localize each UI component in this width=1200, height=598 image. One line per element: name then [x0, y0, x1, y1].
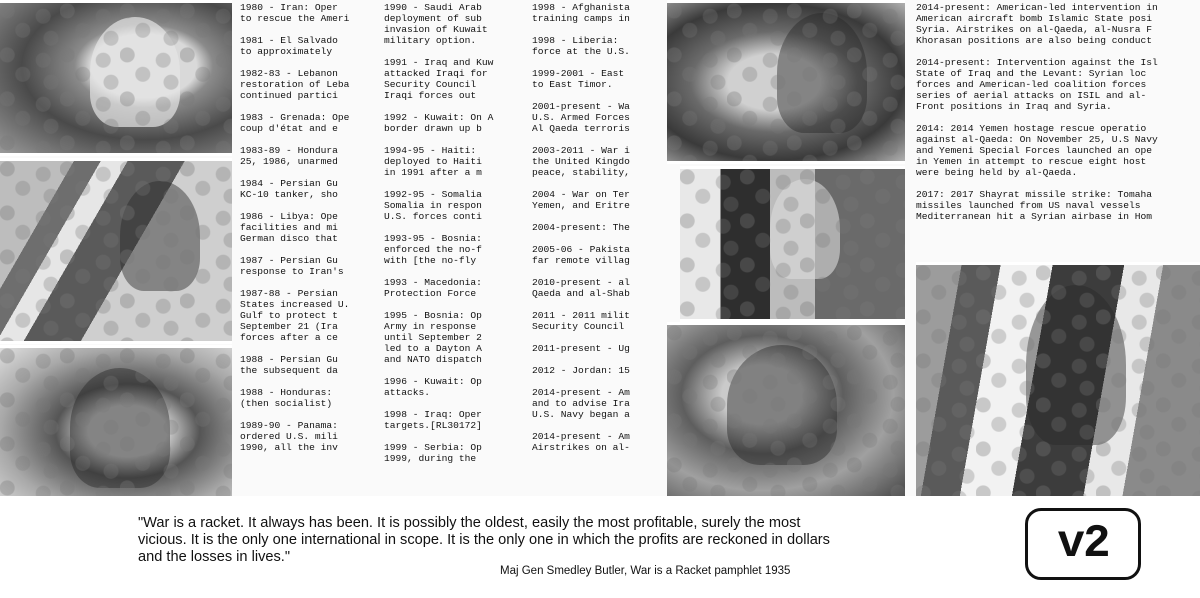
- timeline-entry-line: forces after a ce: [240, 332, 338, 343]
- timeline-entry: [384, 310, 522, 365]
- timeline-entry-line: 1988 - Honduras:: [240, 387, 333, 398]
- portrait-figure: [120, 181, 200, 291]
- timeline-entry-line: forces and American-led coalition forces: [916, 79, 1147, 90]
- timeline-entry-line: State of Iraq and the Levant: Syrian loc: [916, 68, 1147, 79]
- timeline-entry: [532, 101, 666, 134]
- timeline-entry: [384, 233, 522, 266]
- timeline-entry-line: 1998 - Liberia:: [532, 35, 619, 46]
- timeline-entry-line: 2011-present - Ug: [532, 343, 630, 354]
- quote-line: "War is a racket. It always has been. It is possibly the oldest, easily the most profitable, surely the most: [138, 515, 801, 531]
- timeline-entry-line: 2010-present - al: [532, 277, 630, 288]
- timeline-entry-line: 1981 - El Salvado: [240, 35, 338, 46]
- timeline-entry-line: 1987-88 - Persian: [240, 288, 338, 299]
- timeline-entry: [384, 57, 522, 101]
- timeline-entry-line: Security Council: [532, 321, 625, 332]
- timeline-entry: [240, 354, 376, 376]
- timeline-entry-line: 1990 - Saudi Arab: [384, 2, 482, 13]
- timeline-entry-line: September 21 (Ira: [240, 321, 338, 332]
- timeline-entry-line: 2001-present - Wa: [532, 101, 630, 112]
- timeline-entry-line: 2003-2011 - War i: [532, 145, 630, 156]
- photo-panel-bush-jr: [680, 166, 905, 322]
- timeline-entry: [916, 189, 1200, 222]
- timeline-entry-line: American aircraft bomb Islamic State posi: [916, 13, 1153, 24]
- timeline-entry: [384, 2, 522, 46]
- timeline-entry-line: 1994-95 - Haiti:: [384, 145, 477, 156]
- timeline-entry: [240, 288, 376, 343]
- portrait-figure: [90, 17, 180, 127]
- timeline-entry-line: 1993-95 - Bosnia:: [384, 233, 482, 244]
- timeline-column-2: [384, 2, 522, 496]
- timeline-entry-line: with [the no-fly: [384, 255, 477, 266]
- timeline-entry: [532, 145, 666, 178]
- timeline-entry: [240, 35, 376, 57]
- timeline-entry-line: (then socialist): [240, 398, 333, 409]
- timeline-entry: [240, 112, 376, 134]
- timeline-entry-line: and to advise Ira: [532, 398, 630, 409]
- timeline-entry-line: 1989-90 - Panama:: [240, 420, 338, 431]
- timeline-entry-line: to approximately: [240, 46, 333, 57]
- timeline-entry-line: Gulf to protect t: [240, 310, 338, 321]
- timeline-entry-line: 1988 - Persian Gu: [240, 354, 338, 365]
- butler-quote: [138, 515, 938, 566]
- timeline-entry: [916, 123, 1200, 178]
- timeline-entry-line: training camps in: [532, 13, 630, 24]
- timeline-entry: [240, 211, 376, 244]
- timeline-entry-line: continued partici: [240, 90, 338, 101]
- timeline-entry-line: in 1991 after a m: [384, 167, 482, 178]
- timeline-entry-line: and NATO dispatch: [384, 354, 482, 365]
- timeline-entry-line: Iraqi forces out: [384, 90, 477, 101]
- timeline-entry-line: military option.: [384, 35, 477, 46]
- timeline-entry-line: against al-Qaeda: On November 25, U.S Navy: [916, 134, 1158, 145]
- timeline-entry-line: 25, 1986, unarmed: [240, 156, 338, 167]
- timeline-entry-line: 1995 - Bosnia: Op: [384, 310, 482, 321]
- timeline-entry-line: border drawn up b: [384, 123, 482, 134]
- timeline-entry-line: U.S. forces conti: [384, 211, 482, 222]
- timeline-entry-line: Qaeda and al-Shab: [532, 288, 630, 299]
- timeline-entry: [532, 310, 666, 332]
- timeline-entry: [384, 189, 522, 222]
- timeline-entry-line: the United Kingdo: [532, 156, 630, 167]
- timeline-entry-line: to rescue the Ameri: [240, 13, 350, 24]
- timeline-entry-line: 1999, during the: [384, 453, 477, 464]
- timeline-entry-line: 1984 - Persian Gu: [240, 178, 338, 189]
- portrait-figure: [777, 13, 867, 133]
- timeline-entry-line: 2014-present - Am: [532, 387, 630, 398]
- timeline-entry-line: 2014-present - Am: [532, 431, 630, 442]
- timeline-entry-line: Protection Force: [384, 288, 477, 299]
- timeline-entry: [532, 35, 666, 57]
- photo-panel-obama: [667, 322, 905, 496]
- timeline-entry: [384, 376, 522, 398]
- timeline-entry: [532, 189, 666, 211]
- timeline-entry-line: 2005-06 - Pakista: [532, 244, 630, 255]
- timeline-entry-line: 2017: 2017 Shayrat missile strike: Tomaha: [916, 189, 1153, 200]
- timeline-entry-line: 1987 - Persian Gu: [240, 255, 338, 266]
- timeline-entry-line: far remote villag: [532, 255, 630, 266]
- timeline-entry: [240, 145, 376, 167]
- timeline-entry-line: Yemen, and Eritre: [532, 200, 630, 211]
- timeline-entry-line: 1986 - Libya: Ope: [240, 211, 338, 222]
- timeline-entry-line: 1983 - Grenada: Ope: [240, 112, 350, 123]
- timeline-entry: [384, 442, 522, 464]
- timeline-entry-line: 2014: 2014 Yemen hostage rescue operatio: [916, 123, 1147, 134]
- timeline-entry-line: response to Iran's: [240, 266, 344, 277]
- timeline-entry-line: Security Council: [384, 79, 477, 90]
- timeline-entry-line: peace, stability,: [532, 167, 630, 178]
- timeline-entry-line: Army in response: [384, 321, 477, 332]
- timeline-entry-line: 1999-2001 - East: [532, 68, 625, 79]
- timeline-entry: [532, 365, 666, 376]
- timeline-entry-line: to East Timor.: [532, 79, 613, 90]
- timeline-entry-line: Front positions in Iraq and Syria.: [916, 101, 1112, 112]
- timeline-entry-line: deployed to Haiti: [384, 156, 482, 167]
- timeline-entry: [532, 387, 666, 420]
- timeline-entry-line: 1982-83 - Lebanon: [240, 68, 338, 79]
- timeline-entry-line: deployment of sub: [384, 13, 482, 24]
- timeline-entry-line: 1992-95 - Somalia: [384, 189, 482, 200]
- timeline-entry: [916, 2, 1200, 46]
- timeline-entry-line: coup d'état and e: [240, 123, 338, 134]
- timeline-entry: [532, 343, 666, 354]
- timeline-entry-line: 1990, all the inv: [240, 442, 338, 453]
- timeline-entry-line: 2012 - Jordan: 15: [532, 365, 630, 376]
- timeline-entry-line: facilities and mi: [240, 222, 338, 233]
- timeline-entry: [240, 255, 376, 277]
- timeline-entry-line: German disco that: [240, 233, 338, 244]
- timeline-entry-line: targets.[RL30172]: [384, 420, 482, 431]
- portrait-figure: [727, 345, 837, 465]
- timeline-entry-line: U.S. Navy began a: [532, 409, 630, 420]
- timeline-entry-line: restoration of Leba: [240, 79, 350, 90]
- timeline-entry-line: attacks.: [384, 387, 431, 398]
- timeline-entry-line: invasion of Kuwait: [384, 24, 488, 35]
- timeline-entry-line: were being held by al-Qaeda.: [916, 167, 1078, 178]
- photo-panel-bush: [0, 345, 232, 496]
- timeline-entry: [384, 277, 522, 299]
- timeline-entry-line: 1996 - Kuwait: Op: [384, 376, 482, 387]
- timeline-entry-line: U.S. Armed Forces: [532, 112, 630, 123]
- timeline-entry-line: 1993 - Macedonia:: [384, 277, 482, 288]
- timeline-entry: [240, 387, 376, 409]
- timeline-entry-line: 2014-present: American-led intervention in: [916, 2, 1158, 13]
- timeline-entry: [532, 431, 666, 453]
- portrait-figure: [1026, 285, 1126, 445]
- photo-panel-carter: [0, 0, 232, 156]
- timeline-column-1: [240, 2, 376, 496]
- timeline-entry-line: the subsequent da: [240, 365, 338, 376]
- timeline-entry-line: States increased U.: [240, 299, 350, 310]
- timeline-entry-line: 2014-present: Intervention against the Isl: [916, 57, 1158, 68]
- timeline-entry-line: 1998 - Iraq: Oper: [384, 409, 482, 420]
- portrait-figure: [770, 179, 840, 279]
- timeline-entry-line: Syria. Airstrikes on al-Qaeda, al-Nusra F: [916, 24, 1153, 35]
- timeline-entry-line: force at the U.S.: [532, 46, 630, 57]
- timeline-entry-line: ordered U.S. mili: [240, 431, 338, 442]
- timeline-entry-line: Khorasan positions are also being conduct: [916, 35, 1153, 46]
- timeline-entry-line: attacked Iraqi for: [384, 68, 488, 79]
- timeline-column-4: [916, 2, 1200, 260]
- timeline-entry-line: Somalia in respon: [384, 200, 482, 211]
- timeline-column-3: [532, 2, 666, 496]
- timeline-entry: [532, 2, 666, 24]
- timeline-entry-line: 2004 - War on Ter: [532, 189, 630, 200]
- timeline-entry-line: series of aerial attacks on ISIL and al-: [916, 90, 1147, 101]
- timeline-entry: [916, 57, 1200, 112]
- timeline-entry-line: enforced the no-f: [384, 244, 482, 255]
- timeline-entry-line: 1999 - Serbia: Op: [384, 442, 482, 453]
- timeline-entry-line: until September 2: [384, 332, 482, 343]
- timeline-entry-line: 1992 - Kuwait: On A: [384, 112, 494, 123]
- timeline-entry-line: KC-10 tanker, sho: [240, 189, 338, 200]
- timeline-entry-line: led to a Dayton A: [384, 343, 482, 354]
- quote-line: and the losses in lives.": [138, 549, 291, 565]
- timeline-entry-line: missiles launched from US naval vessels: [916, 200, 1141, 211]
- v2-logo: v2: [1025, 508, 1141, 580]
- timeline-entry-line: 1991 - Iraq and Kuw: [384, 57, 494, 68]
- timeline-entry: [240, 68, 376, 101]
- quote-attribution: Maj Gen Smedley Butler, War is a Racket pamphlet 1935: [500, 565, 791, 577]
- timeline-entry: [532, 244, 666, 266]
- photo-panel-clinton: [667, 0, 905, 164]
- photo-panel-reagan: [0, 158, 232, 344]
- timeline-entry: [240, 2, 376, 24]
- timeline-entry: [240, 178, 376, 200]
- timeline-entry-line: Al Qaeda terroris: [532, 123, 630, 134]
- timeline-entry-line: 1980 - Iran: Oper: [240, 2, 338, 13]
- timeline-entry-line: 2011 - 2011 milit: [532, 310, 630, 321]
- photo-panel-trump: [916, 262, 1200, 496]
- timeline-entry-line: 2004-present: The: [532, 222, 630, 233]
- timeline-entry: [532, 222, 666, 233]
- timeline-entry: [384, 112, 522, 134]
- timeline-entry-line: and Yemeni Special Forces launched an ope: [916, 145, 1153, 156]
- timeline-entry-line: Mediterranean hit a Syrian airbase in Hom: [916, 211, 1153, 222]
- timeline-entry: [384, 409, 522, 431]
- timeline-entry: [384, 145, 522, 178]
- timeline-entry-line: 1998 - Afghanista: [532, 2, 630, 13]
- timeline-entry: [532, 277, 666, 299]
- timeline-entry: [240, 420, 376, 453]
- timeline-entry-line: in Yemen in attempt to rescue eight host: [916, 156, 1147, 167]
- portrait-figure: [70, 368, 170, 488]
- timeline-entry: [532, 68, 666, 90]
- quote-line: vicious. It is the only one international in scope. It is the only one in which the profits are reckoned in dollars: [138, 532, 830, 548]
- timeline-entry-line: 1983-89 - Hondura: [240, 145, 338, 156]
- timeline-entry-line: Airstrikes on al-: [532, 442, 630, 453]
